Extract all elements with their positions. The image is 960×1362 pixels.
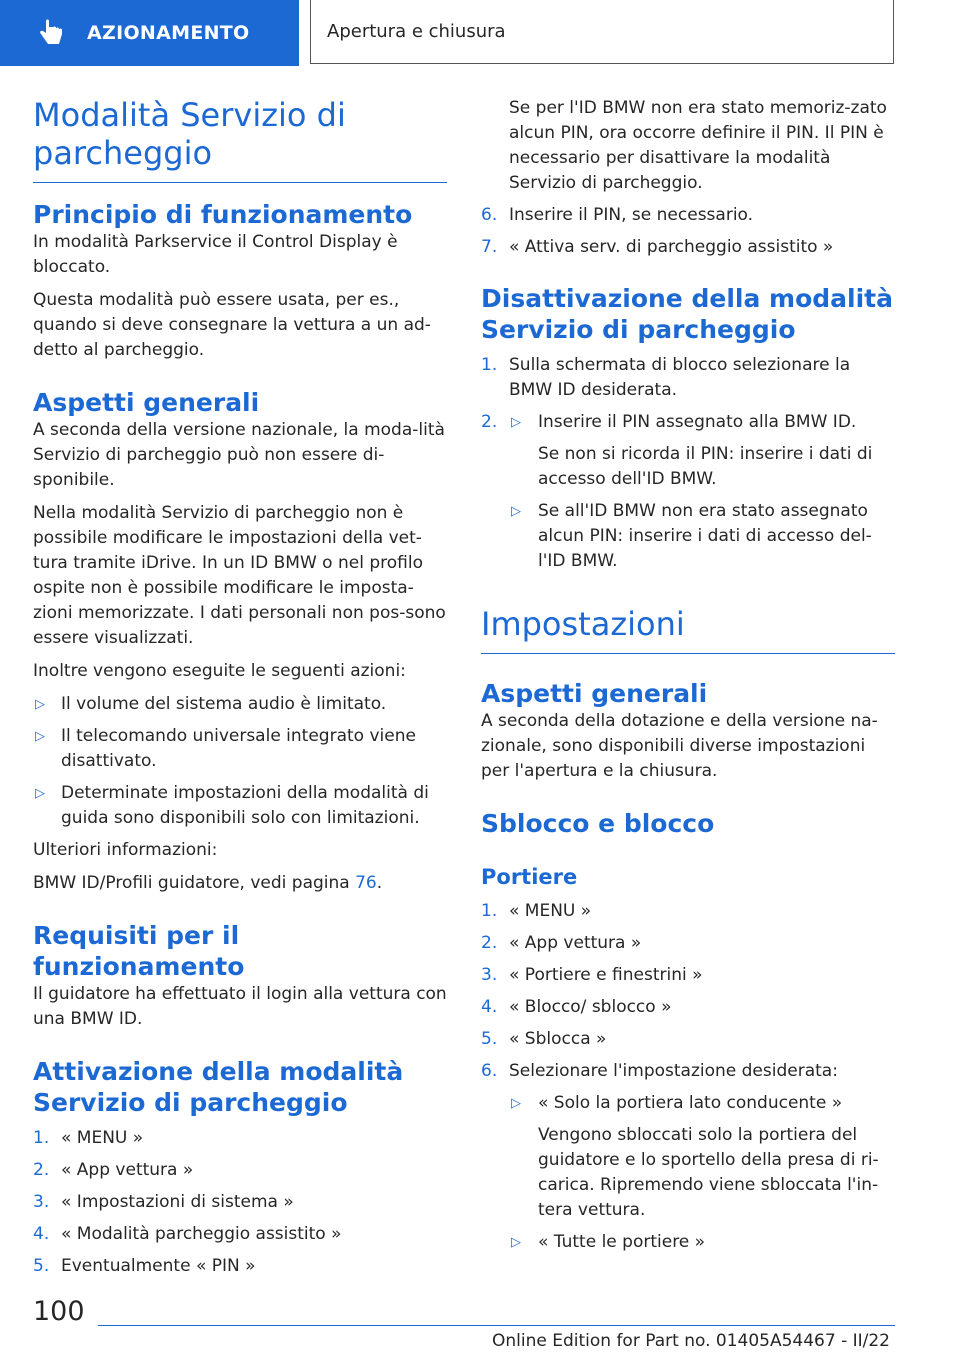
list-item: ▷ Determinate impostazioni della modalità di guida sono disponibili solo con limitazioni. [35,783,429,828]
principle-paragraph-2: Questa modalità può essere usata, per es., quando si deve consegnare la vettura a un ad-detto al parcheggio. [33,290,431,360]
activation-heading: Attivazione della modalità Servizio di parcheggio [33,1057,404,1117]
right-column [481,96,895,1262]
triangle-bullet-icon: ▷ [35,786,45,801]
list-item: 6. Inserire il PIN, se necessario. [481,205,754,225]
activation-continuation: Se per l'ID BMW non era stato memoriz-zato alcun PIN, ora occorre definire il PIN. Il PIN è necessario per disattivare la modalità Servizio di parcheggio. [509,98,887,193]
deactivation-note: Se non si ricorda il PIN: inserire i dati di accesso dell'ID BMW. [538,444,873,489]
triangle-bullet-icon: ▷ [511,504,521,519]
list-item: 3. « Impostazioni di sistema » [33,1192,294,1212]
requirements-paragraph: Il guidatore ha effettuato il login alla vettura con una BMW ID. [33,984,447,1029]
section-label: AZIONAMENTO [87,22,250,44]
triangle-bullet-icon: ▷ [35,729,45,744]
settings-general-paragraph: A seconda della dotazione e della versione na-zionale, sono disponibili diverse impostazioni per l'apertura e la chiusura. [481,711,878,781]
general-paragraph-1: A seconda della versione nazionale, la moda-lità Servizio di parcheggio può non essere di-sponibile. [33,420,445,490]
list-item: 6. Selezionare l'impostazione desiderata: [481,1061,838,1081]
settings-title: Impostazioni [481,605,895,654]
list-item: ▷ Il telecomando universale integrato viene disattivato. [35,726,416,771]
list-item: ▷ Il volume del sistema audio è limitato. [33,692,447,717]
deactivation-heading: Disattivazione della modalità Servizio di parcheggio [481,284,893,344]
list-item: ▷ « Solo la portiera lato conducente » [481,1091,895,1116]
doors-option-note: Vengono sbloccati solo la portiera del guidatore e lo sportello della presa di ri-carica. Ripremendo viene sbloccata l'in-tera vettura. [538,1125,879,1220]
footer-divider [98,1325,895,1326]
list-item: 1. « MENU » [33,1128,144,1148]
triangle-bullet-icon: ▷ [35,697,45,712]
page-number: 100 [33,1296,85,1327]
hand-pointer-icon [37,18,65,48]
section-title: Modalità Servizio di parcheggio [33,96,447,183]
triangle-bullet-icon: ▷ [511,415,521,430]
list-item: 3. « Portiere e finestrini » [481,965,703,985]
list-item: 2. « App vettura » [33,1160,194,1180]
principle-paragraph-1: In modalità Parkservice il Control Display è bloccato. [33,232,398,277]
list-item: 1. Sulla schermata di blocco selezionare la BMW ID desiderata. [481,355,851,400]
general-paragraph-2: Nella modalità Servizio di parcheggio non è possibile modificare le impostazioni della vet-tura tramite iDrive. In un ID BMW o nel profilo ospite non è possibile modificare le imposta-zioni memorizzate. I dati personali non pos-sono essere visualizzati. [33,503,446,648]
requirements-heading: Requisiti per il funzionamento [33,921,245,981]
list-item: 1. « MENU » [481,901,592,921]
list-item: 5. Eventualmente « PIN » [33,1256,256,1276]
more-info-label: Ulteriori informazioni: [33,840,218,860]
list-item: ▷ « Tutte le portiere » [481,1230,895,1255]
edition-info: Online Edition for Part no. 01405A54467 - II/22 [491,1331,890,1351]
left-column [33,96,447,1286]
chapter-title: Apertura e chiusura [327,21,506,42]
list-item: 5. « Sblocca » [481,1029,607,1049]
triangle-bullet-icon: ▷ [511,1235,521,1250]
settings-general-heading: Aspetti generali [481,679,708,708]
section-tab [0,0,299,66]
list-item: 4. « Modalità parcheggio assistito » [33,1224,342,1244]
principle-heading: Principio di funzionamento [33,200,413,229]
doors-heading: Portiere [481,865,578,889]
chapter-header [310,0,894,64]
list-item: 2. ▷ Inserire il PIN assegnato alla BMW ID. [481,410,895,435]
list-item: 2. « App vettura » [481,933,642,953]
triangle-bullet-icon: ▷ [511,1096,521,1111]
more-info-reference: BMW ID/Profili guidatore, vedi pagina 76. [33,873,383,893]
lock-heading: Sblocco e blocco [481,809,715,838]
list-item: 4. « Blocco/ sblocco » [481,997,672,1017]
page-link[interactable]: 76 [355,873,377,893]
general-paragraph-3: Inoltre vengono eseguite le seguenti azioni: [33,661,406,681]
general-heading: Aspetti generali [33,388,260,417]
list-item: 7. « Attiva serv. di parcheggio assistito » [481,237,834,257]
list-item: ▷ Se all'ID BMW non era stato assegnato alcun PIN: inserire i dati di accesso del-l'ID BMW. [511,501,872,571]
